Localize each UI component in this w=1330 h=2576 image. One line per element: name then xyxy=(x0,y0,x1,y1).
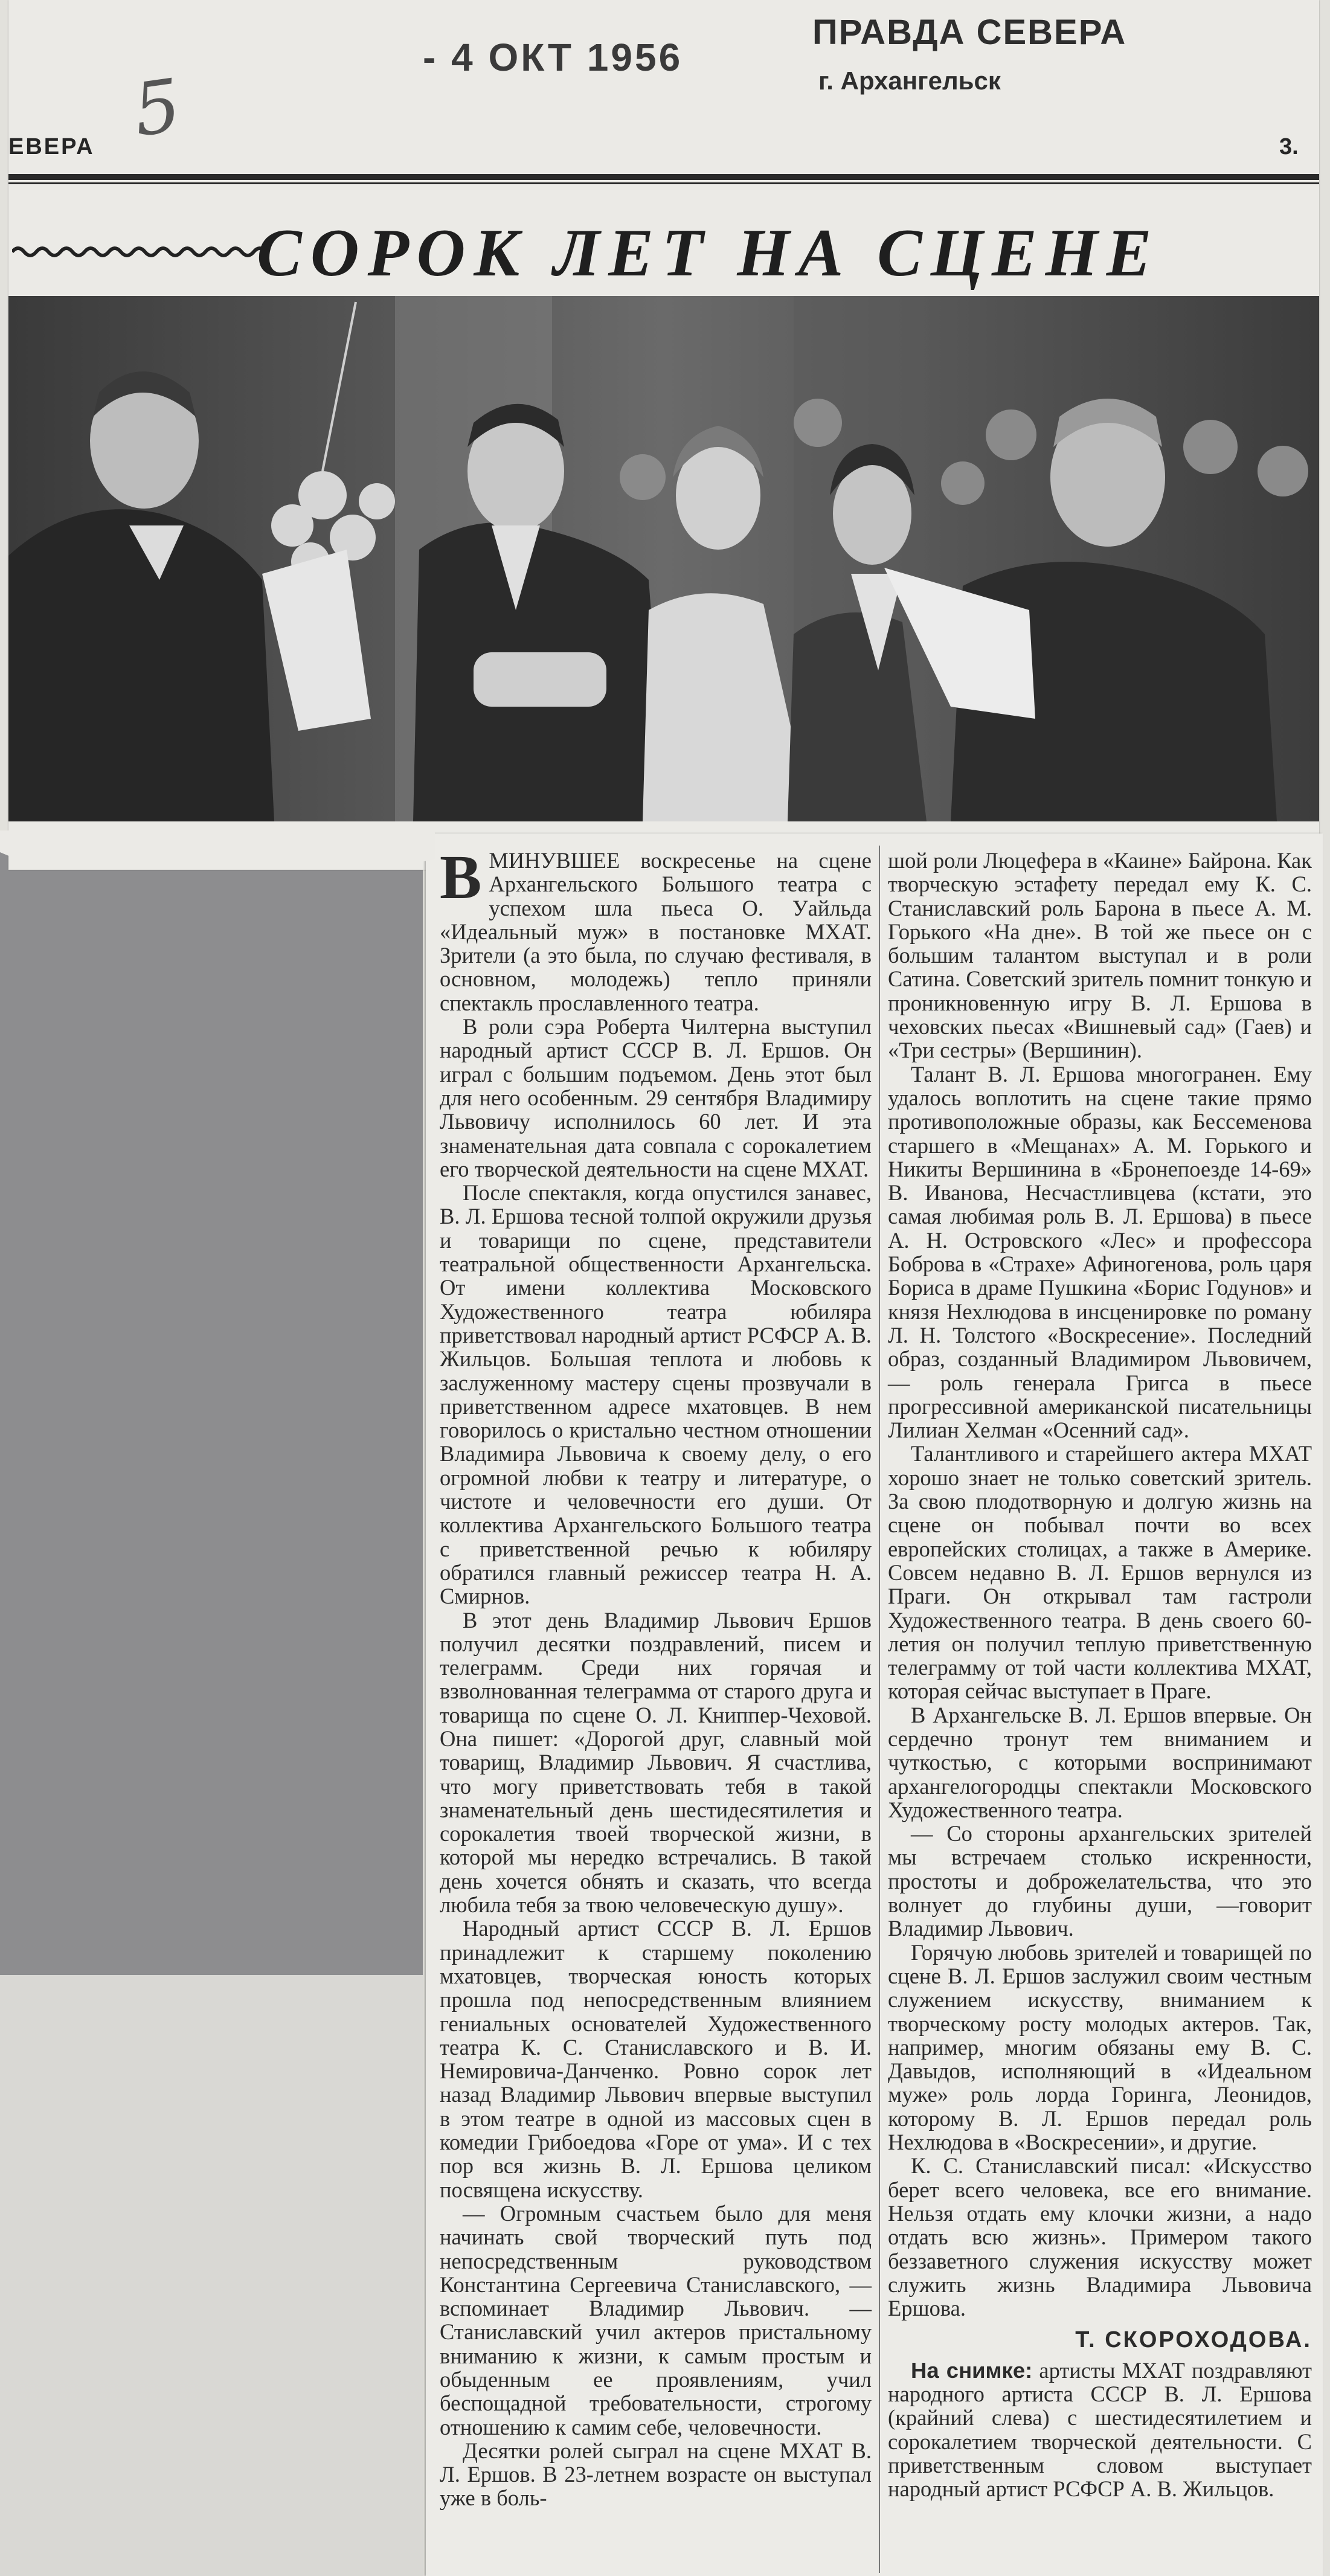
article-headline: СОРОК ЛЕТ НА СЦЕНЕ xyxy=(257,216,1160,291)
article-column-left xyxy=(440,843,872,2511)
article-paragraph: шой роли Люцефера в «Каине» Байрона. Как творческую эстафету передал ему К. С. Станиславский роль Барона в пьесе А. М. Горького «На дне». В той же пьесе он с большим талантом выступал и в роли Сатина. Советский зритель помнит тонкую и проникновенную игру В. Л. Ершова в чеховских пьесах «Вишневый сад» (Гаев) и «Три сестры» (Вершинин). xyxy=(888,848,1312,1063)
article-paragraph: В этот день Владимир Львович Ершов получил десятки поздравлений, писем и телеграмм. Среди них горячая и взволнованная телеграмма от старого друга и товарища по сцене О. Л. Книппер-Чеховой. Она пишет: «Дорогой друг, славный мой товарищ, Владимир Львович. Я счастлива, что могу приветствовать тебя в такой знаменательный день шестидесятилетия и сорокалетия твоей творческой жизни, в которой мы нередко встречались. В такой день хочется обнять и сказать, что всегда любила тебя за твою человеческую душу». xyxy=(440,1607,872,1918)
drop-cap: В xyxy=(440,843,482,912)
masthead-rule-thin xyxy=(8,182,1319,184)
city-stamp: г. Архангельск xyxy=(818,66,1001,95)
article-paragraph: ВМИНУВШЕЕ воскресенье на сцене Архангельского Большого театра с успехом шла пьеса О. Уайльда «Идеальный муж» в постановке МХАТ. Зрители (а это была, по случаю фестиваля, в основном, молодежь) тепло приняли спектакль прославленного театра. xyxy=(440,843,872,1015)
article-paragraph: Десятки ролей сыграл на сцене МХАТ В. Л. Ершов. В 23-летнем возрасте он выступал уже в боль- xyxy=(440,2438,872,2511)
article-paragraph: Народный артист СССР В. Л. Ершов принадлежит к старшему поколению мхатовцев, творческая юность которых прошла под непосредственным влиянием гениальных основателей Художественного театра К. С. Станиславского и В. И. Немировича-Данченко. Ровно сорок лет назад Владимир Львович впервые выступил в этом театре в одной из массовых сцен в комедии Грибоедова «Горе от ума». И с тех пор вся жизнь В. Л. Ершова целиком посвящена искусству. xyxy=(440,1916,872,2202)
article-paragraph: Горячую любовь зрителей и товарищей по сцене В. Л. Ершов заслужил своим честным служением искусству, вниманием к творческому росту молодых актеров. Так, например, многим обязаны ему В. С. Давыдов, исполняющий в «Идеальном муже» роль лорда Горинга, Леонидов, которому В. Л. Ершов передал роль Нехлюдова в «Воскресении», и другие. xyxy=(888,1939,1312,2155)
author-signature: Т. СКОРОХОДОВА. xyxy=(1075,2327,1312,2353)
article-paragraph: В роли сэра Роберта Чилтерна выступил народный артист СССР В. Л. Ершов. Он играл с большим подъемом. День этот был для него особенным. 29 сентября Владимиру Львовичу исполнилось 60 лет. И эта знаменательная дата совпала с сорокалетием его творческой деятельности на сцене МХАТ. xyxy=(440,1014,872,1181)
date-stamp: - 4 ОКТ 1956 xyxy=(423,36,683,79)
caption-label: На снимке: xyxy=(911,2357,1033,2383)
column-divider xyxy=(879,846,880,2573)
photo-caption xyxy=(888,2359,1312,2501)
handwritten-number: 5 xyxy=(128,63,186,153)
masthead-rule xyxy=(8,174,1319,180)
article-column-right xyxy=(888,849,1312,2501)
article-paragraph: Талант В. Л. Ершова многогранен. Ему удалось воплотить на сцене такие прямо противоположные образы, как Бессеменова старшего в «Мещанах» А. М. Горького и Никиты Вершинина в «Бронепоезде 14-69» В. Иванова, Несчастливцева (кстати, это самая любимая роль В. Л. Ершова) в пьесе А. Н. Островского «Лес» и профессора Боброва в «Страхе» Афиногенова, роль царя Бориса в драме Пушкина «Борис Годунов» и князя Нехлюдова в инсценировке по роману Л. Н. Толстого «Воскресение». Последний образ, созданный Владимиром Львовичем, — роль генерала Григса в пьесе прогрессивной американской писательницы Лилиан Хелман «Осенний сад». xyxy=(888,1061,1312,1443)
article-paragraph: — Огромным счастьем было для меня начинать свой творческий путь под непосредственным руководством Константина Сергеевича Станиславского, —вспоминает Владимир Львович. — Станиславский учил актеров пристальному вниманию к жизни, к самым простым и обыденным ее проявлениям, учил беспощадной требовательности, строгому отношению к самим себе, человечности. xyxy=(440,2200,872,2439)
mounting-board xyxy=(0,846,423,1975)
mounting-board-lower xyxy=(0,1975,423,2576)
press-photo xyxy=(8,296,1319,821)
page-number: 3. xyxy=(1279,134,1299,159)
article-paragraph: К. С. Станиславский писал: «Искусство берет всего человека, все его внимание. Нельзя отдать ему клочки жизни, а надо отдать всю жизнь». Примером такого беззаветного служения искусству может служить жизнь Владимира Львовича Ершова. xyxy=(888,2153,1312,2321)
decorative-wave-icon xyxy=(12,239,266,263)
masthead-fragment: ЕВЕРА xyxy=(8,134,95,159)
newspaper-name-stamp: ПРАВДА СЕВЕРА xyxy=(812,13,1127,52)
article-paragraph: После спектакля, когда опустился занавес, В. Л. Ершова тесной толпой окружили друзья и товарищи по сцене, представители театральной общественности Архангельска. От имени коллектива Московского Художественного театра юбиляра приветствовал народный артист РСФСР А. В. Жильцов. Большая теплота и любовь к заслуженному мастеру сцены прозвучали в приветственном адресе мхатовцев. В нем говорилось о кристально честном отношении Владимира Львовича к своему делу, о его огромной любви к театру и литературе, о чистоте и человечности его души. От коллектива Архангельского Большого театра с приветственной речью к юбиляру обратился главный режиссер театра Н. А. Смирнов. xyxy=(440,1180,872,1609)
photo-illustration xyxy=(8,296,1319,821)
article-paragraph: В Архангельске В. Л. Ершов впервые. Он сердечно тронут тем вниманием и чуткостью, с которыми воспринимают архангелогородцы спектакли Московского Художественного театра. xyxy=(888,1702,1312,1822)
caption-text: артисты МХАТ поздравляют народного артиста СССР В. Л. Ершова (крайний слева) с шестидесятилетием и сорокалетием творческой деятельности. С приветственным словом выступает народный артист РСФСР А. В. Жильцов. xyxy=(888,2357,1312,2502)
article-paragraph: — Со стороны архангельских зрителей мы встречаем столько искренности, простоты и доброжелательства, что это волнует до глубины души, —говорит Владимир Львович. xyxy=(888,1821,1312,1941)
article-paragraph: Талантливого и старейшего актера МХАТ хорошо знает не только советский зритель. За свою плодотворную и долгую жизнь на сцене он побывал почти во всех европейских столицах, а также в Америке. Совсем недавно В. Л. Ершов вернулся из Праги. Он открывал там гастроли Художественного театра. В день своего 60-летия он получил теплую приветственную телеграмму от той части коллектива МХАТ, которая сейчас выступает в Праге. xyxy=(888,1441,1312,1704)
